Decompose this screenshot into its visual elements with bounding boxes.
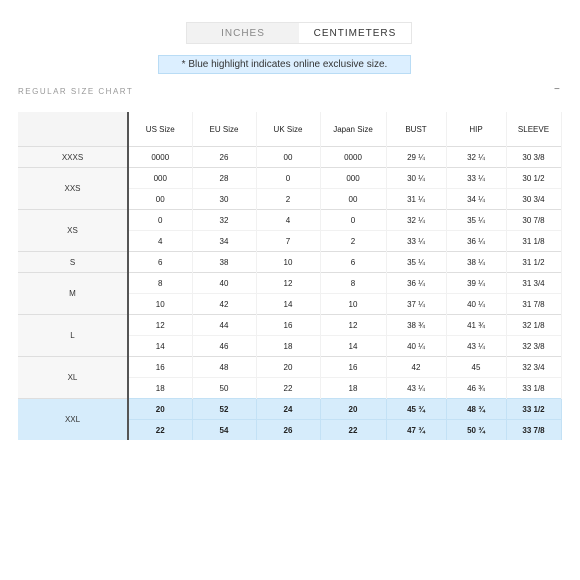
column-header: EU Size xyxy=(192,112,256,147)
table-cell: 39 ¼ xyxy=(446,273,506,294)
column-header: SLEEVE xyxy=(506,112,561,147)
table-cell: 14 xyxy=(320,336,386,357)
table-cell: 33 1/8 xyxy=(506,378,561,399)
table-cell: 4 xyxy=(128,231,192,252)
table-cell: 47 ¾ xyxy=(386,420,446,441)
table-cell: 31 7/8 xyxy=(506,294,561,315)
table-cell: 24 xyxy=(256,399,320,420)
size-label: L xyxy=(18,315,128,357)
table-cell: 44 xyxy=(192,315,256,336)
column-header: Japan Size xyxy=(320,112,386,147)
table-cell: 10 xyxy=(320,294,386,315)
table-cell: 14 xyxy=(128,336,192,357)
table-cell: 43 ¼ xyxy=(386,378,446,399)
table-cell: 0000 xyxy=(128,147,192,168)
column-header: UK Size xyxy=(256,112,320,147)
column-header: BUST xyxy=(386,112,446,147)
table-cell: 18 xyxy=(320,378,386,399)
table-cell: 37 ¼ xyxy=(386,294,446,315)
table-cell: 40 ¼ xyxy=(386,336,446,357)
unit-tabs xyxy=(186,22,412,44)
column-header: HIP xyxy=(446,112,506,147)
table-cell: 20 xyxy=(256,357,320,378)
table-cell: 43 ¼ xyxy=(446,336,506,357)
table-row xyxy=(18,210,561,231)
chart-title: REGULAR SIZE CHART xyxy=(18,87,134,96)
table-cell: 22 xyxy=(256,378,320,399)
table-cell: 50 ¾ xyxy=(446,420,506,441)
table-cell: 38 xyxy=(192,252,256,273)
table-cell: 00 xyxy=(320,189,386,210)
table-cell: 28 xyxy=(192,168,256,189)
minus-icon[interactable]: − xyxy=(554,84,560,95)
table-cell: 26 xyxy=(192,147,256,168)
size-label: XS xyxy=(18,210,128,252)
table-cell: 4 xyxy=(256,210,320,231)
table-cell: 31 ¼ xyxy=(386,189,446,210)
table-cell: 14 xyxy=(256,294,320,315)
table-cell: 7 xyxy=(256,231,320,252)
table-cell: 30 ¼ xyxy=(386,168,446,189)
table-cell: 16 xyxy=(256,315,320,336)
table-cell: 41 ¾ xyxy=(446,315,506,336)
table-cell: 16 xyxy=(128,357,192,378)
table-cell: 22 xyxy=(128,420,192,441)
table-cell: 31 3/4 xyxy=(506,273,561,294)
table-cell: 12 xyxy=(320,315,386,336)
table-cell: 45 xyxy=(446,357,506,378)
table-cell: 32 1/8 xyxy=(506,315,561,336)
tab-centimeters[interactable]: CENTIMETERS xyxy=(299,23,411,43)
tab-inches[interactable]: INCHES xyxy=(187,23,299,43)
table-cell: 46 ¾ xyxy=(446,378,506,399)
table-cell: 2 xyxy=(320,231,386,252)
table-cell: 40 ¼ xyxy=(446,294,506,315)
size-label: M xyxy=(18,273,128,315)
table-cell: 2 xyxy=(256,189,320,210)
table-row xyxy=(18,273,561,294)
table-cell: 0 xyxy=(128,210,192,231)
table-cell: 32 ¼ xyxy=(446,147,506,168)
table-cell: 000 xyxy=(320,168,386,189)
table-cell: 6 xyxy=(320,252,386,273)
table-cell: 20 xyxy=(320,399,386,420)
table-cell: 18 xyxy=(128,378,192,399)
column-header: US Size xyxy=(128,112,192,147)
table-cell: 42 xyxy=(192,294,256,315)
table-cell: 36 ¼ xyxy=(446,231,506,252)
table-cell: 0 xyxy=(320,210,386,231)
table-cell: 10 xyxy=(128,294,192,315)
table-cell: 8 xyxy=(320,273,386,294)
table-cell: 000 xyxy=(128,168,192,189)
table-body xyxy=(18,147,561,441)
table-cell: 52 xyxy=(192,399,256,420)
table-cell: 12 xyxy=(256,273,320,294)
table-row xyxy=(18,399,561,420)
table-cell: 00 xyxy=(256,147,320,168)
table-cell: 32 3/4 xyxy=(506,357,561,378)
size-label: XXXS xyxy=(18,147,128,168)
table-cell: 8 xyxy=(128,273,192,294)
table-row xyxy=(18,168,561,189)
table-cell: 42 xyxy=(386,357,446,378)
table-cell: 31 1/2 xyxy=(506,252,561,273)
table-cell: 33 7/8 xyxy=(506,420,561,441)
table-cell: 33 ¼ xyxy=(386,231,446,252)
size-label: S xyxy=(18,252,128,273)
table-cell: 10 xyxy=(256,252,320,273)
header-corner xyxy=(18,112,128,147)
table-cell: 33 1/2 xyxy=(506,399,561,420)
table-cell: 30 3/4 xyxy=(506,189,561,210)
size-chart-table xyxy=(18,112,562,440)
exclusive-size-notice: * Blue highlight indicates online exclusive size. xyxy=(158,55,411,74)
table-cell: 35 ¼ xyxy=(386,252,446,273)
table-cell: 0 xyxy=(256,168,320,189)
table-cell: 30 3/8 xyxy=(506,147,561,168)
table-cell: 45 ¾ xyxy=(386,399,446,420)
table-row xyxy=(18,357,561,378)
table-cell: 34 ¼ xyxy=(446,189,506,210)
table-cell: 20 xyxy=(128,399,192,420)
table-cell: 38 ¼ xyxy=(446,252,506,273)
table-cell: 30 xyxy=(192,189,256,210)
table-cell: 33 ¼ xyxy=(446,168,506,189)
table-cell: 6 xyxy=(128,252,192,273)
table-cell: 32 3/8 xyxy=(506,336,561,357)
table-cell: 12 xyxy=(128,315,192,336)
size-label: XXS xyxy=(18,168,128,210)
table-cell: 30 7/8 xyxy=(506,210,561,231)
table-cell: 35 ¼ xyxy=(446,210,506,231)
table-cell: 0000 xyxy=(320,147,386,168)
table-cell: 48 xyxy=(192,357,256,378)
table-header-row xyxy=(18,112,561,147)
table-row xyxy=(18,252,561,273)
table-row xyxy=(18,147,561,168)
table-cell: 29 ¼ xyxy=(386,147,446,168)
table-cell: 30 1/2 xyxy=(506,168,561,189)
table-cell: 00 xyxy=(128,189,192,210)
size-label: XL xyxy=(18,357,128,399)
table-cell: 32 ¼ xyxy=(386,210,446,231)
table-cell: 16 xyxy=(320,357,386,378)
table-cell: 48 ¾ xyxy=(446,399,506,420)
table-cell: 32 xyxy=(192,210,256,231)
table-cell: 40 xyxy=(192,273,256,294)
table-row xyxy=(18,315,561,336)
table-cell: 50 xyxy=(192,378,256,399)
table-cell: 54 xyxy=(192,420,256,441)
table-cell: 18 xyxy=(256,336,320,357)
size-label: XXL xyxy=(18,399,128,441)
table-cell: 36 ¼ xyxy=(386,273,446,294)
table-cell: 26 xyxy=(256,420,320,441)
table-cell: 22 xyxy=(320,420,386,441)
table-cell: 34 xyxy=(192,231,256,252)
table-cell: 38 ¾ xyxy=(386,315,446,336)
table-cell: 31 1/8 xyxy=(506,231,561,252)
table-cell: 46 xyxy=(192,336,256,357)
